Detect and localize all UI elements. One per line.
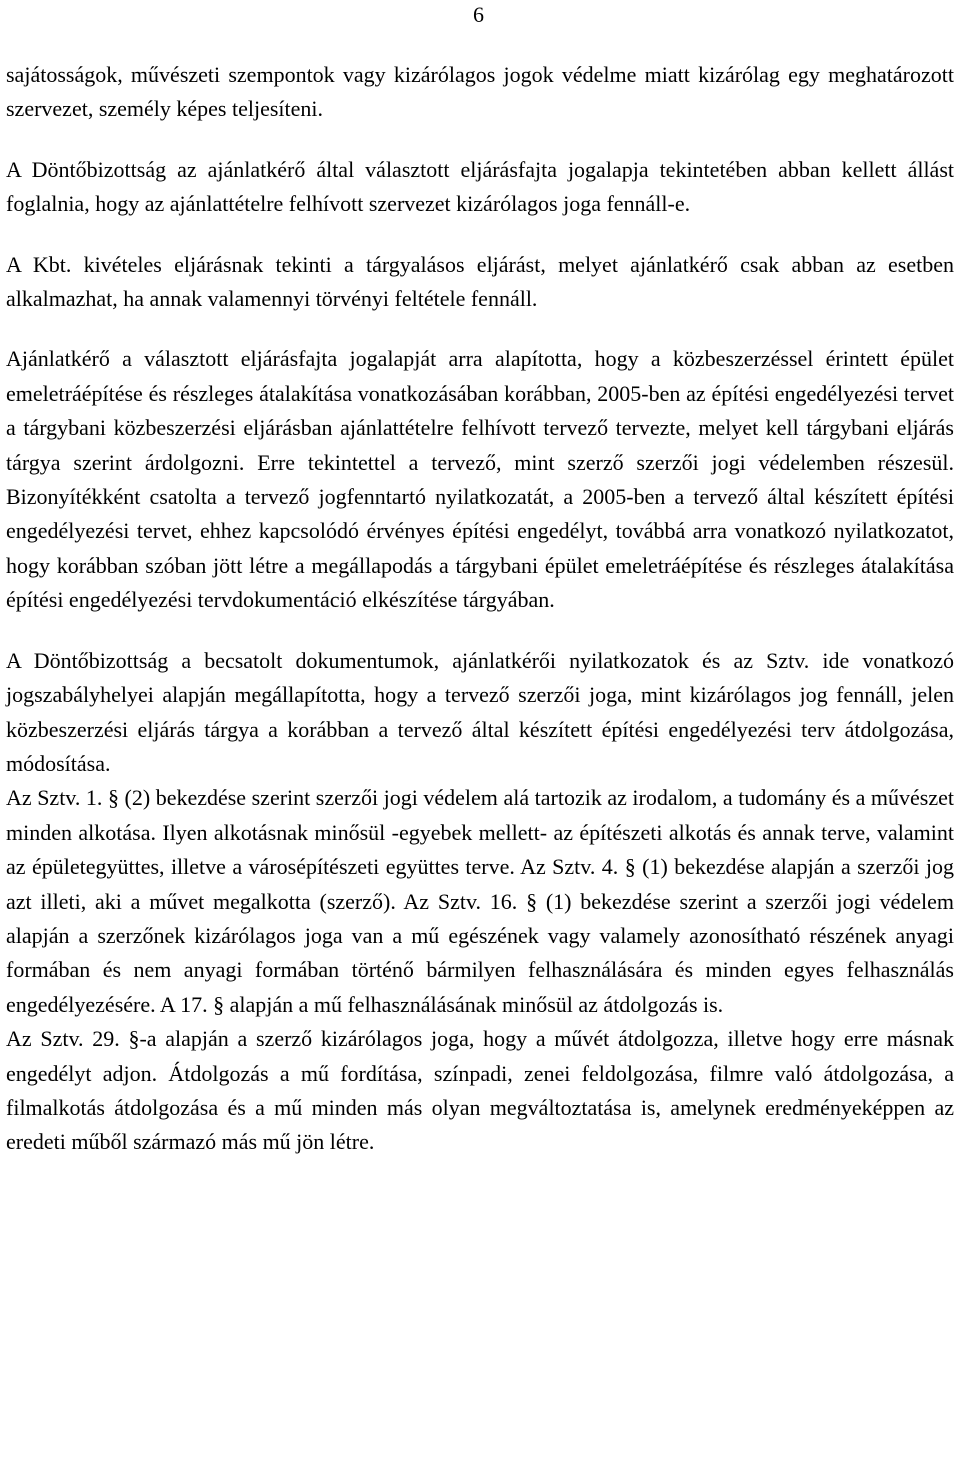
paragraph-2: A Döntőbizottság az ajánlatkérő által választott eljárásfajta jogalapja tekintetében abban kellett állást foglalnia, hogy az ajánlattételre felhívott szervezet kizárólagos joga fennáll-e. — [6, 156, 954, 217]
paragraph-4: Ajánlatkérő a választott eljárásfajta jogalapját arra alapította, hogy a közbeszerzéssel érintett épület emeletráépítése és részleges átalakítása vonatkozásában korábban, 2005-ben az építési engedélyezési tervet a tárgybani közbeszerzési eljárásban ajánlattételre felhívott tervező tervezte, melyet kell tárgybani eljárás tárgya szerint árdolgozni. Erre tekintettel a tervező, mint szerző szerzői jogi védelemben részesül. Bizonyítékként csatolta a tervező jogfenntartó nyilatkozatát, a 2005-ben a tervező által készített építési engedélyezési tervet, ehhez kapcsolódó érvényes építési engedélyt, továbbá arra vonatkozó nyilatkozatot, hogy korábban szóban jött létre a megállapodás a tárgybani épület emeletráépítése és részleges átalakítása építési engedélyezési tervdokumentáció elkészítése tárgyában. — [6, 346, 954, 613]
document-body — [6, 58, 954, 1160]
paragraph-5: A Döntőbizottság a becsatolt dokumentumok, ajánlatkérői nyilatkozatok és az Sztv. ide vonatkozó jogszabályhelyei alapján megállapította, hogy a tervező szerzői joga, mint kizárólagos jog fennáll, jelen közbeszerzési eljárás tárgya a korábban a tervező által készített építési engedélyezési terv átdolgozása, módosítása. — [6, 647, 954, 776]
paragraph-6: Az Sztv. 1. § (2) bekezdése szerint szerzői jogi védelem alá tartozik az irodalom, a tudomány és a művészet minden alkotása. Ilyen alkotásnak minősül -egyebek mellett- az építészeti alkotás és annak terve, valamint az épületegyüttes, illetve a városépítészeti együttes terve. Az Sztv. 4. § (1) bekezdése alapján a szerzői jog azt illeti, aki a művet megalkotta (szerző). Az Sztv. 16. § (1) bekezdése szerint a szerzői jogi védelem alapján a szerzőnek kizárólagos joga van a mű egészének vagy valamely azonosítható részének anyagi formában és nem anyagi formában történő bármilyen felhasználására és minden egyes felhasználás engedélyezésére. A 17. § alapján a mű felhasználásának minősül az átdolgozás is. — [6, 785, 954, 1017]
paragraph-1: sajátosságok, művészeti szempontok vagy kizárólagos jogok védelme miatt kizárólag egy meghatározott szervezet, személy képes teljesíteni. — [6, 62, 954, 122]
page-number: 6 — [473, 2, 484, 27]
paragraph-7: Az Sztv. 29. §-a alapján a szerző kizárólagos joga, hogy a művét átdolgozza, illetve hogy erre másnak engedélyt adjon. Átdolgozás a mű fordítása, színpadi, zenei feldolgozása, filmre való átdolgozása, a filmalkotás átdolgozása és a mű minden más olyan megváltoztatása is, amelynek eredményeképpen az eredeti műből származó más mű jön létre. — [6, 1026, 954, 1155]
paragraph-3: A Kbt. kivételes eljárásnak tekinti a tárgyalásos eljárást, melyet ajánlatkérő csak abban az esetben alkalmazhat, ha annak valamennyi törvényi feltétele fennáll. — [6, 251, 954, 312]
